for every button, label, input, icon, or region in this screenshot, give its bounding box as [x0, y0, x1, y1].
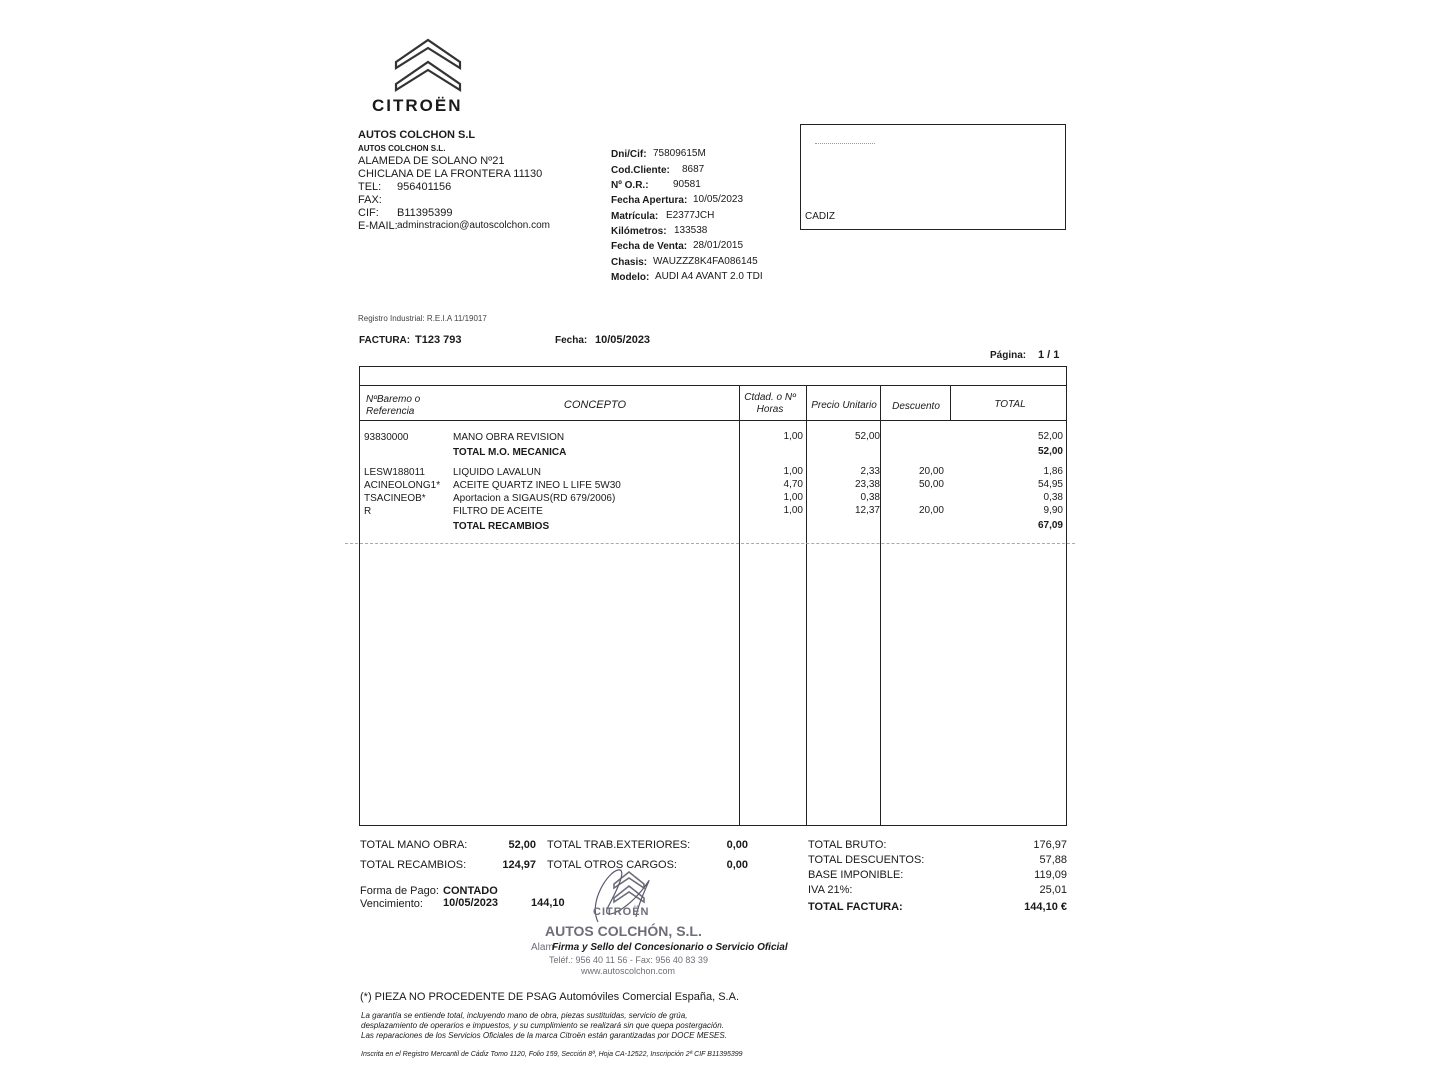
- total-factura-value: 144,10 €: [1024, 901, 1067, 913]
- factura-label: FACTURA:: [359, 335, 411, 346]
- redacted-mark: [815, 143, 875, 144]
- row-concepto: MANO OBRA REVISION: [453, 432, 565, 443]
- total-trab-ext-label: TOTAL TRAB.EXTERIORES:: [547, 839, 691, 851]
- total-mano-obra-label: TOTAL MANO OBRA:: [360, 839, 468, 851]
- footer-note: (*) PIEZA NO PROCEDENTE DE PSAG Automóviles Comercial España, S.A.: [360, 991, 740, 1003]
- company-city: CHICLANA DE LA FRONTERA 11130: [358, 168, 543, 180]
- pagina-value: 1 / 1: [1038, 349, 1060, 361]
- info-value: WAUZZZ8K4FA086145: [653, 256, 758, 267]
- row-concepto: ACEITE QUARTZ INEO L LIFE 5W30: [453, 480, 621, 491]
- row-descuento: 50,00: [918, 479, 944, 490]
- row-total: 67,09: [1037, 520, 1063, 531]
- row-cantidad: 1,00: [783, 492, 803, 503]
- row-concepto: Aportacion a SIGAUS(RD 679/2006): [453, 493, 616, 504]
- forma-pago-value: CONTADO: [443, 885, 498, 897]
- total-recambios-value: 124,97: [502, 859, 536, 871]
- total-descuentos-value: 57,88: [1039, 854, 1067, 866]
- vencimiento-amount: 144,10: [531, 897, 565, 909]
- table-divider: [880, 386, 881, 825]
- total-descuentos-label: TOTAL DESCUENTOS:: [808, 854, 925, 866]
- total-mano-obra-value: 52,00: [508, 839, 536, 851]
- row-ref: 93830000: [364, 432, 409, 443]
- table-divider: [360, 420, 1066, 421]
- row-precio: 52,00: [854, 431, 880, 442]
- row-ref: R: [364, 506, 372, 517]
- row-total: 52,00: [1037, 446, 1063, 457]
- company-fax-label: FAX:: [358, 194, 382, 206]
- stamp-brand: CITROËN: [593, 906, 650, 918]
- info-label: Cod.Cliente:: [611, 165, 670, 176]
- company-cif: B11395399: [397, 207, 453, 219]
- total-trab-ext-value: 0,00: [726, 839, 748, 851]
- base-imponible-label: BASE IMPONIBLE:: [808, 869, 904, 881]
- info-value: 8687: [682, 164, 705, 175]
- info-value: 75809615M: [653, 148, 706, 159]
- company-email-label: E-MAIL:: [358, 220, 398, 232]
- guarantee-line: La garantía se entiende total, incluyendo mano de obra, piezas sustituidas, servicio de grúa,: [361, 1011, 688, 1020]
- table-divider: [739, 386, 740, 825]
- company-tel: 956401156: [397, 181, 452, 193]
- guarantee-line: Las reparaciones de los Servicios Oficiales de la marca Citroën están garantizadas por DOCE MESES.: [361, 1031, 727, 1040]
- row-ref: LESW188011: [364, 467, 425, 478]
- info-value: 133538: [674, 225, 708, 236]
- info-label: Fecha Apertura:: [611, 195, 688, 206]
- row-precio: 0,38: [860, 492, 880, 503]
- vencimiento-date: 10/05/2023: [443, 897, 499, 909]
- total-factura-label: TOTAL FACTURA:: [808, 901, 903, 913]
- stamp-address: Alam: [531, 942, 554, 953]
- mercantile-registry: Inscrita en el Registro Mercantil de Cádiz Tomo 1120, Folio 159, Sección 8ª, Hoja CA-12522, Inscripción 2ª CIF B11395399: [361, 1051, 743, 1058]
- total-otros-label: TOTAL OTROS CARGOS:: [547, 859, 677, 871]
- info-value: E2377JCH: [666, 210, 715, 221]
- total-bruto-label: TOTAL BRUTO:: [808, 839, 887, 851]
- pagina-label: Página:: [990, 350, 1027, 361]
- row-concepto: TOTAL RECAMBIOS: [453, 521, 550, 532]
- citroen-logo-icon: [392, 36, 464, 96]
- company-name-small: AUTOS COLCHON S.L.: [358, 144, 446, 153]
- info-label: Fecha de Venta:: [611, 241, 688, 252]
- stamp-company: AUTOS COLCHÓN, S.L.: [545, 923, 702, 939]
- row-descuento: 20,00: [918, 505, 944, 516]
- row-cantidad: 1,00: [783, 505, 803, 516]
- company-email: adminstracion@autoscolchon.com: [397, 220, 551, 231]
- header-total: TOTAL: [994, 399, 1026, 410]
- info-label: Nº O.R.:: [611, 180, 649, 191]
- row-precio: 2,33: [860, 466, 880, 477]
- header-descuento: Descuento: [892, 401, 940, 412]
- row-descuento: 20,00: [918, 466, 944, 477]
- stamp-web: www.autoscolchon.com: [581, 966, 676, 976]
- base-imponible-value: 119,09: [1034, 869, 1067, 881]
- company-name: AUTOS COLCHON S.L: [358, 129, 476, 141]
- guarantee-line: desplazamiento de operarios e impuestos, y su cumplimiento se realizará sin que quepa postergación.: [361, 1021, 724, 1030]
- row-total: 52,00: [1037, 431, 1063, 442]
- header-cantidad: Ctdad. o Nº Horas: [744, 392, 796, 415]
- info-label: Chasis:: [611, 257, 648, 268]
- info-value: 10/05/2023: [693, 194, 744, 205]
- header-concepto: CONCEPTO: [563, 399, 627, 411]
- total-bruto-value: 176,97: [1033, 839, 1067, 851]
- factura-number: T123 793: [415, 334, 462, 346]
- info-value: AUDI A4 AVANT 2.0 TDI: [655, 271, 763, 282]
- customer-city: CADIZ: [805, 211, 835, 222]
- row-cantidad: 1,00: [783, 431, 803, 442]
- company-cif-label: CIF:: [358, 207, 379, 219]
- total-otros-value: 0,00: [726, 859, 748, 871]
- row-ref: ACINEOLONG1*: [364, 480, 441, 491]
- row-total: 1,86: [1043, 466, 1063, 477]
- row-ref: TSACINEOB*: [364, 493, 426, 504]
- row-cantidad: 1,00: [783, 466, 803, 477]
- iva-value: 25,01: [1039, 884, 1067, 896]
- fecha-label: Fecha:: [555, 335, 588, 346]
- row-precio: 23,38: [854, 479, 880, 490]
- row-concepto: TOTAL M.O. MECANICA: [453, 447, 567, 458]
- header-precio: Precio Unitario: [811, 400, 877, 411]
- company-tel-label: TEL:: [358, 181, 382, 193]
- total-recambios-label: TOTAL RECAMBIOS:: [360, 859, 467, 871]
- table-divider: [360, 385, 1066, 386]
- forma-pago-label: Forma de Pago:: [360, 885, 439, 897]
- customer-address-box: [800, 124, 1066, 230]
- row-cantidad: 4,70: [783, 479, 803, 490]
- row-precio: 12,37: [854, 505, 880, 516]
- info-label: Modelo:: [611, 272, 650, 283]
- info-value: 90581: [673, 179, 701, 190]
- stamp-phone: Teléf.: 956 40 11 56 - Fax: 956 40 83 39: [549, 955, 708, 965]
- header-ref: NºBaremo o Referencia: [366, 394, 421, 417]
- iva-label: IVA 21%:: [808, 884, 853, 896]
- vencimiento-label: Vencimiento:: [360, 898, 423, 910]
- company-address: ALAMEDA DE SOLANO Nº21: [358, 155, 505, 167]
- signature-caption: Firma y Sello del Concesionario o Servicio Oficial: [552, 942, 788, 953]
- scan-line: [345, 543, 1075, 544]
- table-divider: [806, 386, 807, 825]
- industrial-registry: Registro Industrial: R.E.I.A 11/19017: [358, 314, 487, 323]
- row-concepto: FILTRO DE ACEITE: [453, 506, 543, 517]
- row-total: 0,38: [1043, 492, 1063, 503]
- info-value: 28/01/2015: [693, 240, 744, 251]
- row-total: 9,90: [1043, 505, 1063, 516]
- row-total: 54,95: [1037, 479, 1063, 490]
- info-label: Dni/Cif:: [611, 149, 647, 160]
- row-concepto: LIQUIDO LAVALUN: [453, 467, 541, 478]
- signature-scribble: [568, 862, 678, 932]
- info-label: Kilómetros:: [611, 226, 667, 237]
- brand-name: CITROËN: [372, 96, 463, 115]
- info-label: Matrícula:: [611, 211, 659, 222]
- fecha-value: 10/05/2023: [595, 334, 651, 346]
